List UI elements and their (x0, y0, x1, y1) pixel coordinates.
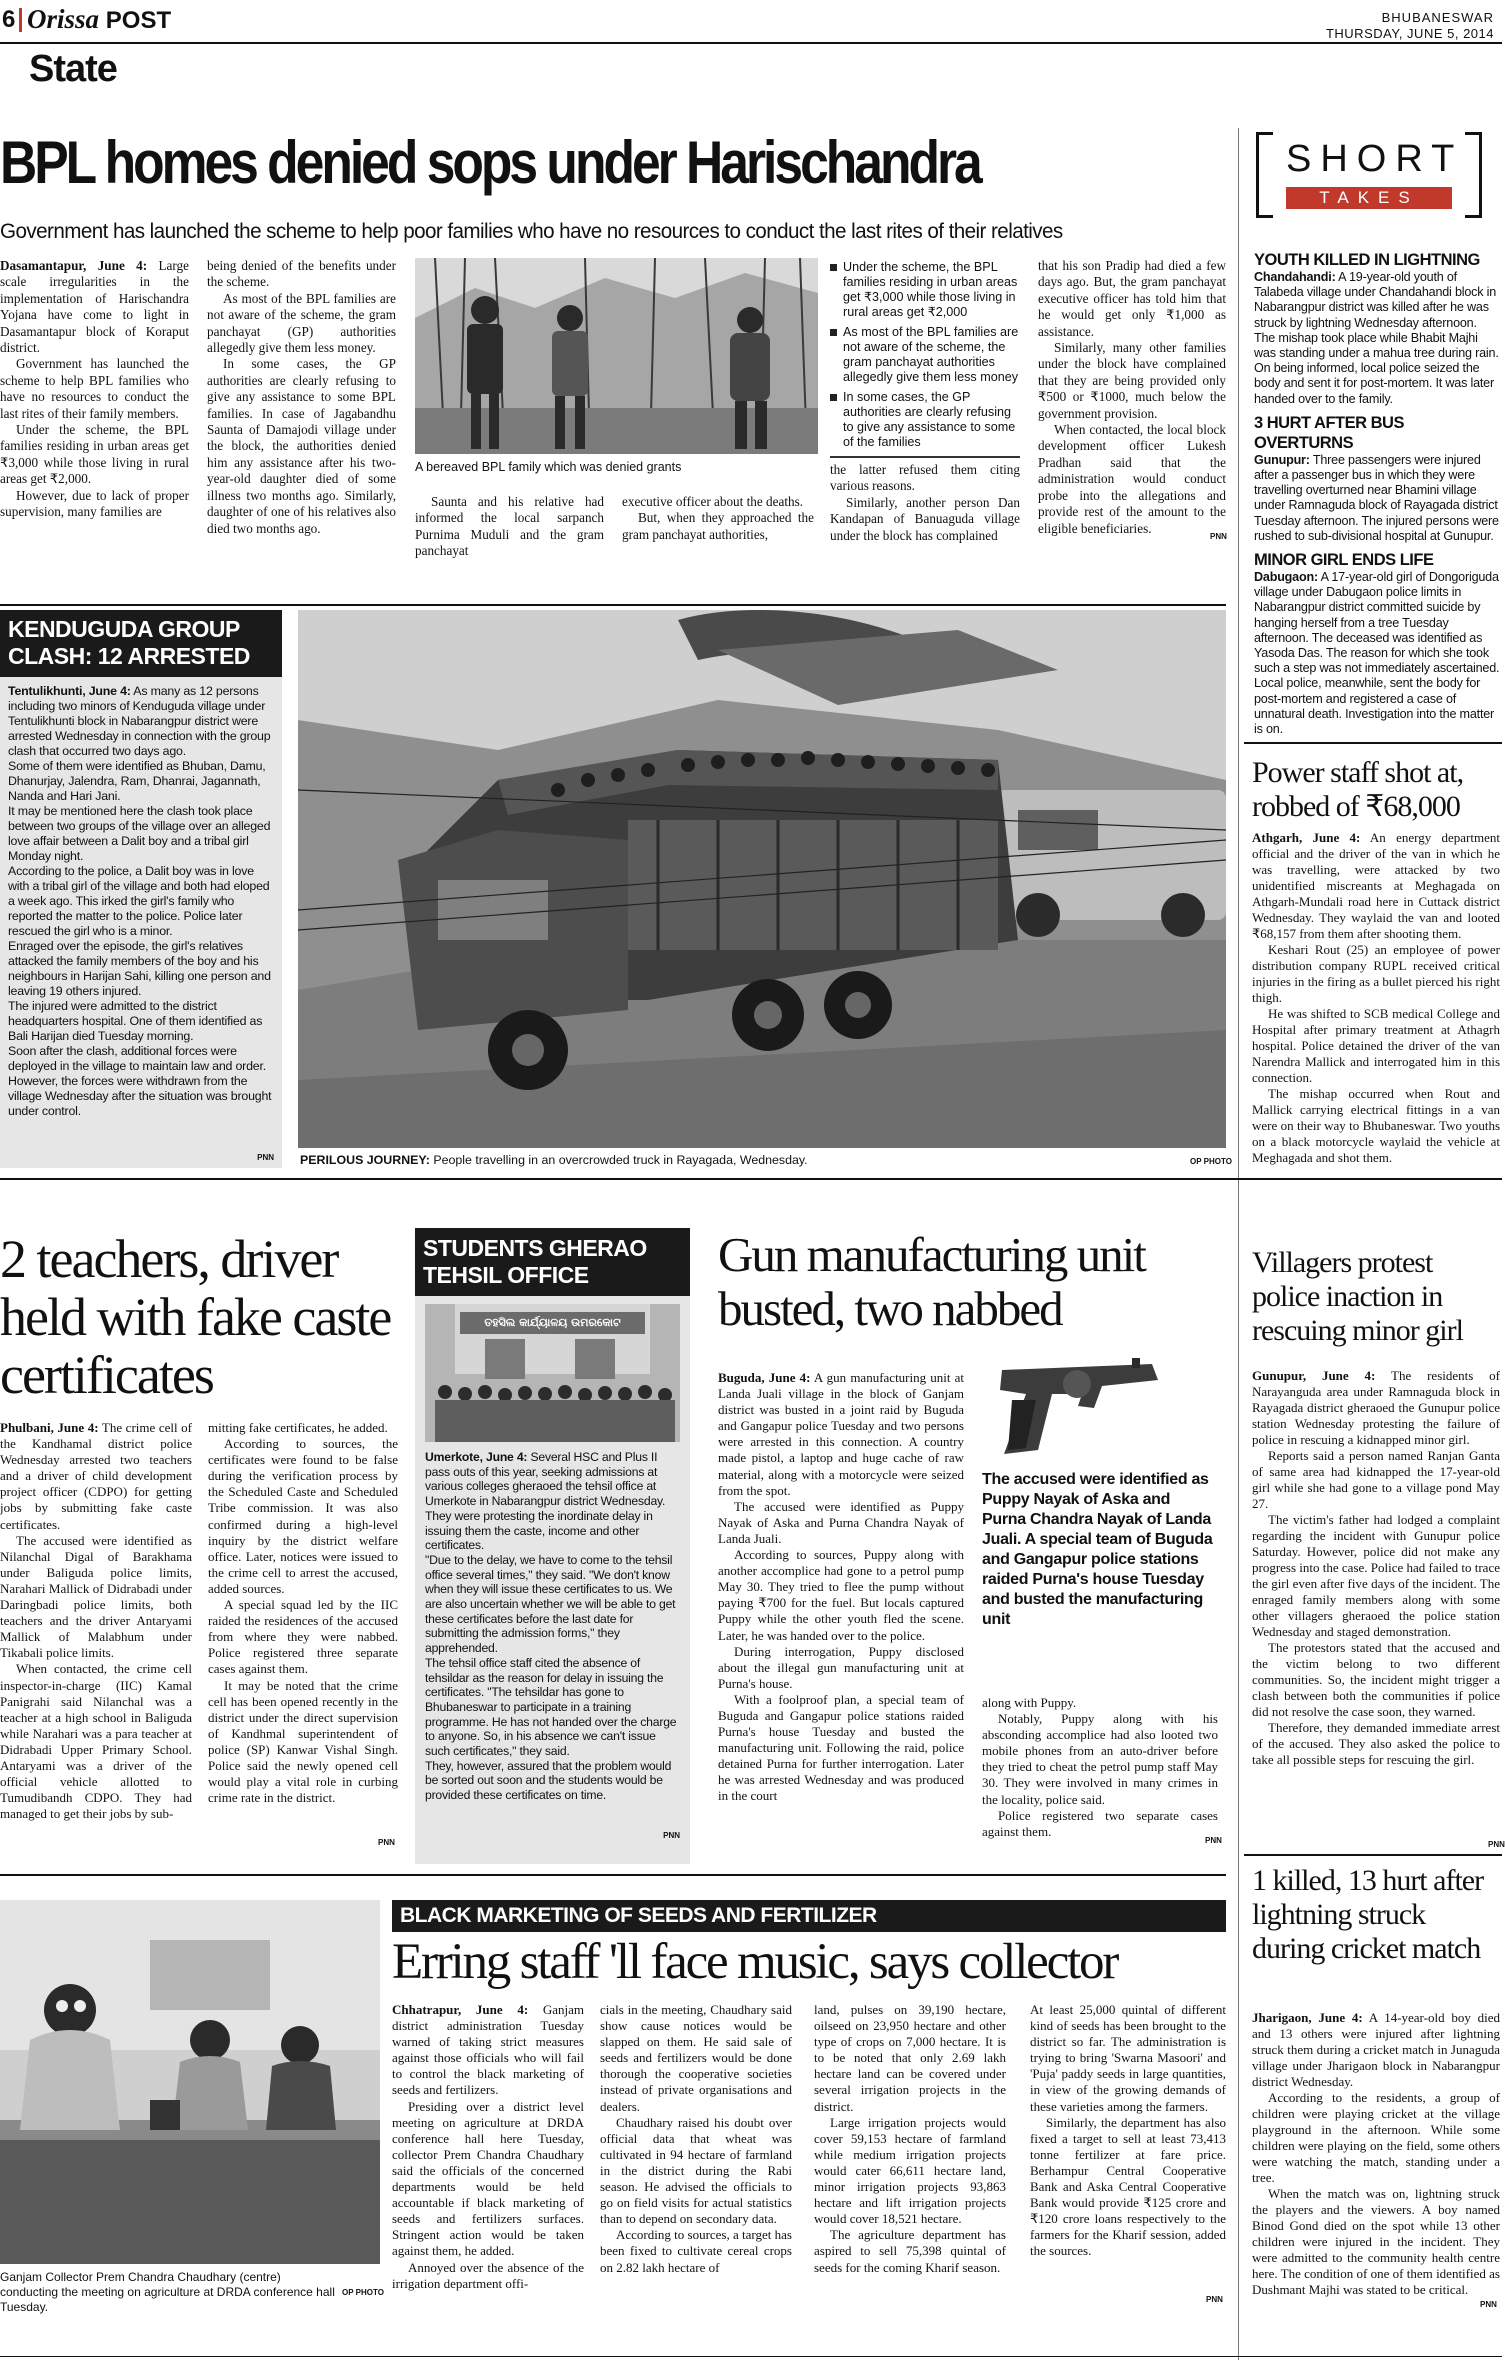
paragraph: The mishap occurred when Rout and Mallick carrying electrical fittings in a van were on their way to Bhubaneswar. Two youths on a black motorcycle waylaid the vehicle at Meghagada and shot them. (1252, 1086, 1500, 1165)
paragraph: At least 25,000 quintal of different kind of seeds has been brought to the district so far. The administration is trying to bring 'Swarna Masoori' and 'Puja' paddy seeds in large quantities, in view of the growing demands of these varieties among the farmers. (1030, 2002, 1226, 2114)
paper-name (27, 4, 171, 35)
paper-name-part2: POST (105, 7, 172, 34)
column-rule (1238, 128, 1239, 1198)
credit: PNN (257, 1153, 274, 1162)
paragraph: Ganjam district administration Tuesday warned of taking strict measures against those officials who will fail to control the black marketing of seeds and fertilizers. (392, 2002, 585, 2098)
short-take-title: YOUTH KILLED IN LIGHTNING (1254, 251, 1480, 269)
paragraph: along with Puppy. (982, 1695, 1077, 1710)
paragraph: Several HSC and Plus II pass outs of this year, seeking admissions at various colleges gheraoed the tehsil office at Umerkote in Nabarangpur district Wednesday. They were protesting the inordinate delay in issuing them the caste, income and other certificates. (425, 1450, 666, 1553)
bullet-icon (830, 329, 837, 336)
paper-name-part1: Orissa (27, 4, 100, 34)
paragraph: According to the police, a Dalit boy was in love with a tribal girl of the village and both had eloped a week ago. This irked the girl's family who reported the matter to the police. Police later rescued the girl who is a minor. (8, 864, 270, 938)
short-take-title: 3 HURT AFTER BUS OVERTURNS (1254, 413, 1404, 452)
students-text (425, 1450, 683, 1803)
paragraph: that his son Pradip had died a few days ago. But, the gram panchayat executive officer has told him that he would get only ₹1,000 as assistance. (1038, 258, 1226, 339)
erring-col-1 (392, 2002, 584, 2292)
bpl-photo-caption: A bereaved BPL family which was denied grants (415, 460, 682, 474)
section-rule (0, 1178, 1502, 1180)
paragraph: However, due to lack of proper supervision, many families are (0, 487, 189, 520)
dateline: Chandahandi: (1254, 270, 1336, 284)
paragraph: Large scale irregularities in the implementation of Harischandra Yojana have come to light in Dasamantapur block of Koraput district. (0, 258, 189, 356)
lead-col-3a (415, 494, 604, 560)
paragraph: During interrogation, Puppy disclosed about the illegal gun manufacturing unit at Purna's house. (718, 1643, 964, 1691)
paragraph: The residents of Narayanguda area under Ramnaguda block in Rayagada district gheraoed the Gunupur police station Wednesday protesting the failure of police in rescuing a kidnapped minor girl. (1252, 1368, 1500, 1447)
caption-text: People travelling in an overcrowded truck in Rayagada, Wednesday. (433, 1153, 808, 1167)
paragraph: cials in the meeting, Chaudhary said show cause notices would be slapped on them. He said sale of seeds and fertilizers would be done thorough the cooperative societies instead of private organisations and dealers. (600, 2002, 792, 2114)
title-line: STUDENTS GHERAO (423, 1235, 647, 1261)
dateline: Phulbani, June 4: (0, 1420, 99, 1435)
bullet-icon (830, 264, 837, 271)
bullet-icon (830, 394, 837, 401)
paragraph: As many as 12 persons including two minors of Kenduguda village under Tentulikhunti block in Nabarangpur district were arrested Wednesday in connection with the group clash that occurred two days ago. (8, 684, 271, 758)
paragraph: Saunta and his relative had informed the local sarpanch Purnima Muduli and the gram panchayat (415, 494, 604, 559)
credit: PNN (1488, 1840, 1505, 1849)
masthead (0, 0, 1502, 90)
paragraph: Police registered two separate cases against them. (982, 1807, 1218, 1839)
kenduguda-title (0, 610, 282, 677)
paragraph: Large irrigation projects would cover 59,153 hectare of farmland while medium irrigation projects would cater 66,611 hectare land, minor irrigation projects 93,863 hectare and lift irrigation projects would cover 18,521 hectare. (814, 2114, 1006, 2227)
page-number-divider (19, 8, 22, 32)
gun-col-1 (718, 1370, 964, 1805)
short-take-item (1254, 413, 1500, 544)
paragraph: Keshari Rout (25) an employee of power distribution company RUPL received critical injuries in the firing as a bullet pierced his right thigh. (1252, 942, 1500, 1005)
paragraph: Reports said a person named Ranjan Ganta of same area had kidnapped the 17-year-old girl while she had gone to a village pond May 27. (1252, 1448, 1500, 1511)
dateline: Jharigaon, June 4: (1252, 2010, 1363, 2025)
erring-col-4 (1030, 2002, 1226, 2260)
paragraph: Soon after the clash, additional forces were deployed in the village to maintain law and order. However, the forces were withdrawn from the village Wednesday after the situation was brought under control. (8, 1044, 272, 1118)
paragraph: Three passengers were injured after a passenger bus in which they were travelling overturned near Bhamini village under Ramnaguda block of Rayagada district Tuesday afternoon. The injured persons were rushed to sub-divisional hospital at Gunupur. (1254, 452, 1499, 543)
truck-photo-graphic (298, 610, 1226, 1148)
section-label: State (29, 48, 117, 90)
erring-headline: Erring staff 'll face music, says collector (392, 1934, 1118, 1990)
paragraph: The injured were admitted to the district headquarters hospital. One of them identified as Bali Harijan died Tuesday morning. (8, 999, 263, 1043)
dateline: Chhatrapur, June 4: (392, 2002, 529, 2017)
credit: PNN (378, 1838, 395, 1847)
paragraph: When contacted, the local block development officer Lukesh Pradhan said that the administration would conduct probe into the allegations and provide rest of the amount to the eligible beneficiaries. (1038, 422, 1226, 536)
paragraph: According to the residents, a group of children were playing cricket at the village playground in the afternoon. While some children were playing on the field, some others were watching the match, standing under a tree. (1252, 2090, 1500, 2185)
villagers-headline: Villagers protest police inaction in rescuing minor girl (1252, 1246, 1463, 1347)
highlight-item (830, 260, 1020, 320)
title-line: CLASH: 12 ARRESTED (8, 643, 250, 669)
dateline: Tentulikhunti, June 4: (8, 684, 131, 698)
credit: PNN (1210, 532, 1227, 541)
dateline: Dabugaon: (1254, 570, 1318, 585)
short-takes-logo (1256, 132, 1482, 222)
pistol-photo (982, 1350, 1218, 1465)
bpl-family-photo (415, 258, 818, 454)
villagers-text (1252, 1368, 1500, 1768)
paragraph: Under the scheme, the BPL families residing in urban areas get ₹3,000 while those living in rural areas get ₹2,000. (0, 422, 189, 487)
paragraph: The accused were identified as Nilanchal Digal of Barakhama under Baliguda police limits, Narahari Mallick of Didrabadi under Daringbadi police limits, both teachers and the driver Antaryami Mallick of Malabhum under Tikabali police limits. (0, 1532, 192, 1661)
paragraph: The accused were identified as Puppy Nayak of Aska and Purna Chandra Nayak of Landa Juali. (718, 1498, 964, 1546)
highlight-text: As most of the BPL families are not aware of the scheme, the gram panchayat authorities allegedly give them less money (843, 325, 1019, 384)
short-take-text (1254, 570, 1500, 737)
photo-credit: OP PHOTO (1190, 1157, 1232, 1166)
paragraph: Similarly, many other families under the block have complained that they are being provided only ₹500 or ₹1000, much below the government provision. (1038, 340, 1226, 421)
paragraph: A 14-year-old boy died and 13 others were injured after lightning struck them during a cricket match in Junaguda village under Jharigaon block in Nabarangpur district Wednesday. (1252, 2010, 1500, 2089)
section-rule (0, 604, 1226, 606)
masthead-rule (0, 42, 1502, 44)
photo-credit: OP PHOTO (342, 2288, 384, 2297)
teachers-headline: 2 teachers, driver held with fake caste certificates (0, 1229, 391, 1405)
paragraph: When the match was on, lightning struck the players and the viewers. A boy named Binod Gond died on the spot while 13 other children were injured in the incident. They were admitted to the community health centre here. The condition of one of them identified as Dushmant Majhi was stated to be critical. (1252, 2186, 1500, 2297)
lead-col-1 (0, 258, 189, 521)
paragraph: When contacted, the crime cell inspector-in-charge (IIC) Kamal Panigrahi said Nilanchal was a teacher at a high school in Baliguda while Narahari was a para teacher at Didrabadi Upper Primary School. Antaryami was a driver of the official vehicle allotted to Tumudibandh CDPO. They had managed to get their jobs by sub- (0, 1661, 192, 1822)
paragraph: Similarly, another person Dan Kandapan of Banuaguda village under the block has complained (830, 494, 1020, 543)
paragraph: The protestors stated that the accused and the victim belong to two different communities. So, the incident might trigger a clash between both the communities if police did not resolve the case soon, they warned. (1252, 1640, 1500, 1719)
paragraph: being denied of the benefits under the scheme. (207, 258, 396, 290)
paragraph: A 19-year-old youth of Talabeda village under Chandahandi block in Nabarangpur district was killed after he was struck by lightning Wednesday afternoon. The mishap took place while Bhabit Majhi was standing under a mahua tree during rain. On being informed, local police seized the body and sent it for post-mortem. It was later handed over to the family. (1254, 270, 1499, 406)
highlight-item (830, 325, 1020, 385)
paragraph: The agriculture department has aspired to sell 75,398 quintal of seeds for the coming Kharif season. (814, 2227, 1006, 2275)
short-takes-top: SHORT (1286, 138, 1464, 180)
highlights-rule (830, 456, 1020, 458)
paragraph: With a foolproof plan, a special team of Buguda and Gangapur police stations raided Purna's house Tuesday and busted the manufacturing unit. Following the raid, police detained Purna for further interrogation. Later he was arrested Wednesday and was produced in the court (718, 1691, 964, 1804)
paragraph: land, pulses on 39,190 hectare, oilseed on 23,950 hectare and other type of crops on 7,000 hectare. It is to be noted that only 2.69 lakh hectare land can be covered under several irrigation projects in the district. (814, 2002, 1006, 2114)
lightning-text (1252, 2010, 1500, 2298)
paragraph: Enraged over the episode, the girl's relatives attacked the family members of the boy and his neighbours in Harijan Sahi, killing one person and leaving 19 others injured. (8, 939, 271, 998)
dateline: Gunupur, June 4: (1252, 1368, 1376, 1383)
paragraph: "Due to the delay, we have to come to the tehsil office several times," they said. "We don't know when they will issue these certificates to us. We are also uncertain whether we will be able to get these certificates before the last date for submitting the admission forms," they apprehended. (425, 1552, 676, 1656)
dateline: Buguda, June 4: (718, 1370, 811, 1385)
paragraph: According to sources, the certificates were found to be false during the verification process by the Scheduled Caste and Scheduled Tribe commission. It was also confirmed during a high-level inquiry by the district welfare office. Later, notices were issued to the crime cell to arrest the accused, added sources. (208, 1436, 398, 1596)
short-take-text (1254, 270, 1500, 407)
short-takes-bottom: TAKES (1286, 187, 1452, 209)
paragraph: executive officer about the deaths. (622, 494, 804, 509)
logo-bracket (1465, 132, 1482, 218)
lead-highlights (830, 260, 1020, 455)
lead-col-4 (830, 462, 1020, 544)
dateline: Dasamantapur, June 4: (0, 258, 148, 273)
paragraph: Some of them were identified as Bhuban, Damu, Dhanurjay, Jalendra, Ram, Dhanrai, Jagannath, Nanda and Hari Jani. (8, 759, 266, 803)
gun-headline: Gun manufacturing unit busted, two nabbed (718, 1227, 1145, 1336)
paragraph: Therefore, they demanded immediate arrest of the accused. They also asked the police to take all possible steps for rescuing the girl. (1252, 1720, 1500, 1767)
lightning-headline: 1 killed, 13 hurt after lightning struck during cricket match (1252, 1864, 1484, 1965)
power-staff-headline: Power staff shot at, robbed of ₹68,000 (1252, 756, 1464, 823)
dateline: Gunupur: (1254, 452, 1310, 467)
caption-bold: PERILOUS JOURNEY: (300, 1153, 430, 1167)
kenduguda-box (0, 610, 282, 1168)
page-bottom-rule (0, 2356, 1502, 2357)
credit: PNN (1206, 2295, 1223, 2304)
paragraph: Chaudhary raised his doubt over official data that wheat was cultivated in 94 hectare of farmland in the district during the Rabi season. He advised the officials to go on field visits for actual statistics than to depend on secondary data. (600, 2114, 792, 2227)
paragraph: But, when they approached the gram panchayat authorities, (622, 510, 814, 542)
collector-meeting-photo-graphic (0, 1900, 380, 2264)
paragraph: According to sources, Puppy along with another accomplice had gone to a petrol pump May 30. They tried to flee the pump without paying ₹700 for the fuel. But locals captured Puppy while the other youth fled the scene. Later, he was handed over to the police. (718, 1547, 964, 1643)
paragraph: They, however, assured that the problem would be sorted out soon and the students would be provided these certificates on time. (425, 1758, 672, 1803)
paragraph: Annoyed over the absence of the irrigation department offi- (392, 2259, 584, 2291)
truck-photo (298, 610, 1226, 1148)
paragraph: A 17-year-old girl of Dongoriguda village under Dabugaon police limits in Nabarangpur district committed suicide by hanging herself from a tree Tuesday afternoon. The deceased was identified as Yasoda Das. The reason for which she took such a step was not immediately ascertained. Local police, meanwhile, sent the body for post-mortem and registered a case of unnatural death. Investigation into the matter is on. (1254, 570, 1500, 737)
dateline: Umerkote, June 4: (425, 1450, 528, 1464)
paragraph: In some cases, the GP authorities are clearly refusing to give any assistance to some BPL families. In case of Jagabandhu Saunta of Damajodi village under the block, the authorities denied him any assistance after his two-year-old daughter died of some illness two months ago. Similarly, daughter of one of his relatives also died two months ago. (207, 356, 396, 536)
paragraph: The crime cell of the Kandhamal district police Wednesday arrested two teachers and a driver of child development project officer (CDPO) for getting jobs by submitting fake caste certificates. (0, 1420, 192, 1532)
section-rule (0, 1874, 1226, 1876)
paragraph: Notably, Puppy along with his absconding accomplice had also looted two mobile phones from an auto-driver before they tried to cheat the petrol pump staff May 30. They were involved in many crimes in the locality, police said. (982, 1711, 1218, 1807)
pistol-icon (982, 1350, 1218, 1465)
paragraph: An energy department official and the driver of the van in which he was travelling, were attacked by two unidentified miscreants at Meghagada on Athgarh-Mundali road here in Cuttack district Wednesday. They waylaid the van and looted ₹68,157 from them after shooting them. (1252, 830, 1500, 941)
teachers-col-1 (0, 1420, 192, 1822)
power-staff-text (1252, 830, 1500, 1166)
short-take-title: MINOR GIRL ENDS LIFE (1254, 551, 1434, 570)
short-take-text (1254, 453, 1500, 544)
short-take-item (1254, 550, 1500, 737)
highlight-item (830, 390, 1020, 450)
short-takes-list (1254, 250, 1500, 737)
paragraph: The victim's father had lodged a complaint regarding the incident with Gunupur police Saturday. However, police did not make any progress into the case. Police had failed to trace the girl even after five days of the incident. The enraged family members along with some other villagers gheraoed the police station Wednesday and staged demonstration. (1252, 1512, 1500, 1639)
gun-pullquote: The accused were identified as Puppy Nayak of Aska and Purna Chandra Nayak of Landa Juali. A special team of Buguda and Gangapur police stations raided Purna's house Tuesday and busted the manufacturing unit (982, 1471, 1213, 1628)
lead-col-5 (1038, 258, 1226, 537)
title-line: TEHSIL OFFICE (423, 1262, 589, 1288)
column-rule (1238, 1190, 1239, 2360)
paragraph: A gun manufacturing unit at Landa Juali village in the block of Ganjam district was busted in a joint raid by Buguda and Gangapur police Tuesday and two persons were arrested in this connection. A country made pistol, a laptop and huge cache of raw material, along with a motorcycle were seized from the spot. (718, 1370, 964, 1498)
logo-bracket (1256, 132, 1273, 218)
students-box (415, 1228, 690, 1864)
city: BHUBANESWAR (1381, 10, 1494, 25)
paragraph: According to sources, a target has been fixed to cultivate cereal crops on 2.82 lakh hectare of (600, 2227, 792, 2275)
tehsil-office-photo (425, 1304, 680, 1442)
gun-col-2 (982, 1695, 1218, 1840)
credit: PNN (1205, 1836, 1222, 1845)
short-take-item (1254, 250, 1500, 407)
paragraph: A special squad led by the IIC raided the residences of the accused from where they were nabbed. Police registered three separate cases against them. (208, 1597, 398, 1677)
paragraph: It may be mentioned here the clash took place between two groups of the village over an alleged love affair between a Dalit boy and a tribal girl Monday night. (8, 804, 271, 863)
paragraph: Similarly, the department has also fixed a target to sell at least 73,413 tonne fertilizer at fare price. Berhampur Central Cooperative Bank and Aska Central Cooperative Bank would provide ₹125 crore and ₹120 crore loans respectively to the farmers for the Kharif session, added the sources. (1030, 2114, 1226, 2259)
students-title (415, 1228, 690, 1296)
paragraph: Government has launched the scheme to help BPL families who have no resources to conduct the last rites of their family members. (0, 356, 189, 421)
lead-headline: BPL homes denied sops under Harischandra (0, 129, 980, 196)
paragraph: the latter refused them citing various reasons. (830, 462, 1020, 494)
collector-meeting-photo (0, 1900, 380, 2264)
credit: PNN (1480, 2300, 1497, 2309)
paragraph: He was shifted to SCB medical College and Hospital after primary treatment at Athagrh hospital. Police detained the driver of the van Narendra Mallick and interrogated him in this connection. (1252, 1006, 1500, 1085)
truck-photo-caption (300, 1153, 1180, 1168)
credit: PNN (663, 1831, 680, 1840)
tehsil-sign-text: ତହସିଲ କାର୍ଯ୍ୟାଳୟ ଉମରକୋଟ (484, 1316, 621, 1329)
section-rule (1244, 1854, 1502, 1856)
paragraph: Presiding over a district level meeting on agriculture at DRDA conference hall here Tuesday, collector Prem Chandra Chaudhary said the officials of the concerned departments would be held accountable if black marketing of seeds and fertilizers surfaces. Stringent action would be taken against them, he added. (392, 2098, 584, 2259)
paragraph: mitting fake certificates, he added. (208, 1420, 388, 1435)
bpl-family-photo-graphic (415, 258, 818, 454)
erring-kicker: BLACK MARKETING OF SEEDS AND FERTILIZER (392, 1900, 1226, 1932)
paragraph: It may be noted that the crime cell has been opened recently in the district under the direct supervision of Kandhmal superintendent of police (SP) Kanwar Vishal Singh. Police said the newly opened cell would play a vital role in curbing crime rate in the district. (208, 1677, 398, 1806)
highlight-text: Under the scheme, the BPL families residing in urban areas get ₹3,000 while those living in rural areas get ₹2,000 (843, 260, 1018, 319)
erring-col-3 (814, 2002, 1006, 2276)
lead-col-3b (622, 494, 814, 543)
teachers-col-2 (208, 1420, 398, 1806)
collector-photo-caption: Ganjam Collector Prem Chandra Chaudhary (centre) conducting the meeting on agriculture at DRDA conference hall Tuesday. (0, 2270, 335, 2314)
lead-col-2 (207, 258, 396, 537)
paragraph: The tehsil office staff cited the absence of tehsildar as the reason for delay in issuing the certificates. "The tehsildar has gone to Bhubaneswar to participate in a training programme. He has not handed over the charge to anyone. So, in his absence we can't issue such certificates," they said. (425, 1655, 677, 1759)
section-rule (1244, 742, 1502, 744)
highlight-text: In some cases, the GP authorities are clearly refusing to give any assistance to some of the families (843, 390, 1016, 449)
title-line: KENDUGUDA GROUP (8, 616, 240, 642)
date: THURSDAY, JUNE 5, 2014 (1325, 26, 1494, 41)
dateline: Athgarh, June 4: (1252, 830, 1361, 845)
kenduguda-text (8, 684, 276, 1119)
lead-subhead: Government has launched the scheme to help poor families who have no resources to conduct the last rites of their relatives (0, 219, 1063, 243)
page-number: 6 (2, 6, 16, 33)
paragraph: As most of the BPL families are not aware of the scheme, the gram panchayat (GP) authorities allegedly give them less money. (207, 290, 396, 356)
erring-col-2 (600, 2002, 792, 2276)
